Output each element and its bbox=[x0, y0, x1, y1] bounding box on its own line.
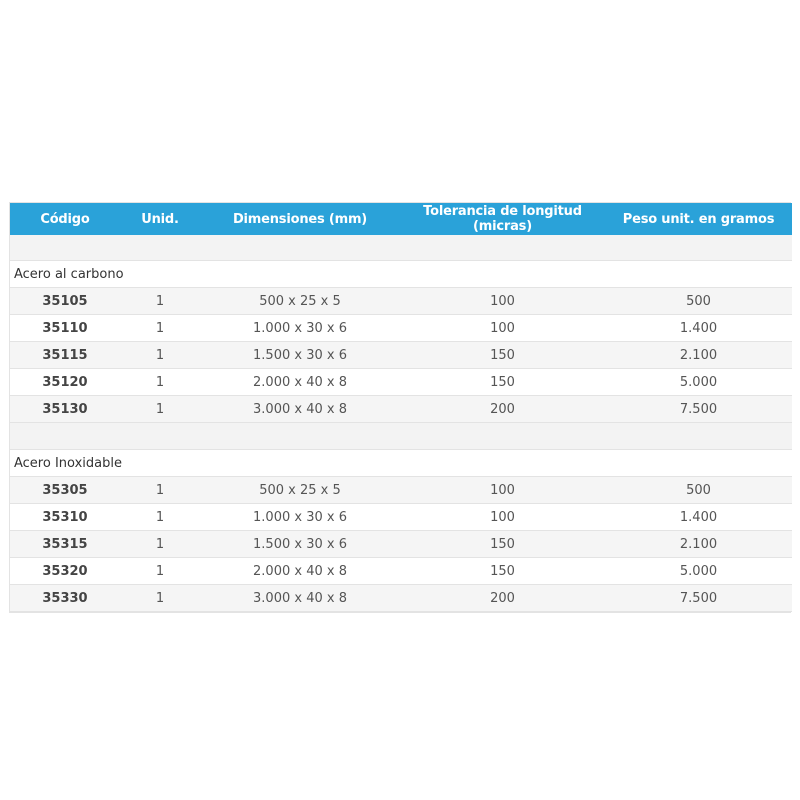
cell-unid: 1 bbox=[120, 504, 200, 531]
header-codigo: Código bbox=[10, 203, 120, 235]
cell-codigo: 35110 bbox=[10, 315, 120, 342]
cell-dimensiones: 1.000 x 30 x 6 bbox=[200, 315, 400, 342]
cell-dimensiones: 3.000 x 40 x 8 bbox=[200, 396, 400, 423]
cell-dimensiones: 1.500 x 30 x 6 bbox=[200, 531, 400, 558]
cell-unid: 1 bbox=[120, 396, 200, 423]
cell-tolerancia: 100 bbox=[400, 477, 605, 504]
cell-codigo: 35310 bbox=[10, 504, 120, 531]
cell-unid: 1 bbox=[120, 558, 200, 585]
cell-dimensiones: 1.000 x 30 x 6 bbox=[200, 504, 400, 531]
table-row bbox=[10, 396, 792, 423]
cell-peso: 7.500 bbox=[605, 396, 792, 423]
cell-tolerancia: 100 bbox=[400, 504, 605, 531]
cell-tolerancia: 150 bbox=[400, 531, 605, 558]
header-unid: Unid. bbox=[120, 203, 200, 235]
table-row bbox=[10, 477, 792, 504]
cell-peso: 2.100 bbox=[605, 342, 792, 369]
table-row bbox=[10, 585, 792, 612]
cell-codigo: 35105 bbox=[10, 288, 120, 315]
cell-unid: 1 bbox=[120, 288, 200, 315]
cell-unid: 1 bbox=[120, 585, 200, 612]
cell-tolerancia: 100 bbox=[400, 315, 605, 342]
header-tolerancia: Tolerancia de longitud (micras) bbox=[400, 203, 605, 235]
cell-peso: 500 bbox=[605, 477, 792, 504]
cell-codigo: 35320 bbox=[10, 558, 120, 585]
table-row bbox=[10, 558, 792, 585]
cell-dimensiones: 500 x 25 x 5 bbox=[200, 288, 400, 315]
section-title-row bbox=[10, 261, 792, 288]
cell-tolerancia: 200 bbox=[400, 396, 605, 423]
cell-dimensiones: 1.500 x 30 x 6 bbox=[200, 342, 400, 369]
section-title: Acero al carbono bbox=[10, 261, 792, 288]
header-peso: Peso unit. en gramos bbox=[605, 203, 792, 235]
cell-peso: 7.500 bbox=[605, 585, 792, 612]
cell-peso: 2.100 bbox=[605, 531, 792, 558]
cell-codigo: 35330 bbox=[10, 585, 120, 612]
table-row bbox=[10, 288, 792, 315]
cell-codigo: 35130 bbox=[10, 396, 120, 423]
cell-unid: 1 bbox=[120, 531, 200, 558]
spacer-row bbox=[10, 423, 792, 450]
cell-peso: 1.400 bbox=[605, 504, 792, 531]
cell-tolerancia: 100 bbox=[400, 288, 605, 315]
table-header-row bbox=[10, 203, 792, 235]
table-row bbox=[10, 342, 792, 369]
cell-codigo: 35315 bbox=[10, 531, 120, 558]
cell-tolerancia: 150 bbox=[400, 342, 605, 369]
table-row bbox=[10, 315, 792, 342]
product-table-container bbox=[9, 202, 791, 613]
cell-codigo: 35305 bbox=[10, 477, 120, 504]
cell-peso: 500 bbox=[605, 288, 792, 315]
section-title: Acero Inoxidable bbox=[10, 450, 792, 477]
table-row bbox=[10, 531, 792, 558]
header-dimensiones: Dimensiones (mm) bbox=[200, 203, 400, 235]
cell-dimensiones: 2.000 x 40 x 8 bbox=[200, 369, 400, 396]
cell-unid: 1 bbox=[120, 342, 200, 369]
cell-tolerancia: 150 bbox=[400, 369, 605, 396]
section-title-row bbox=[10, 450, 792, 477]
cell-peso: 5.000 bbox=[605, 369, 792, 396]
cell-codigo: 35120 bbox=[10, 369, 120, 396]
cell-peso: 1.400 bbox=[605, 315, 792, 342]
cell-dimensiones: 3.000 x 40 x 8 bbox=[200, 585, 400, 612]
cell-unid: 1 bbox=[120, 477, 200, 504]
spacer-row bbox=[10, 235, 792, 261]
cell-dimensiones: 500 x 25 x 5 bbox=[200, 477, 400, 504]
table-row bbox=[10, 369, 792, 396]
table-row bbox=[10, 504, 792, 531]
cell-tolerancia: 150 bbox=[400, 558, 605, 585]
cell-codigo: 35115 bbox=[10, 342, 120, 369]
cell-peso: 5.000 bbox=[605, 558, 792, 585]
cell-unid: 1 bbox=[120, 369, 200, 396]
cell-unid: 1 bbox=[120, 315, 200, 342]
cell-dimensiones: 2.000 x 40 x 8 bbox=[200, 558, 400, 585]
cell-tolerancia: 200 bbox=[400, 585, 605, 612]
product-table bbox=[10, 203, 792, 612]
